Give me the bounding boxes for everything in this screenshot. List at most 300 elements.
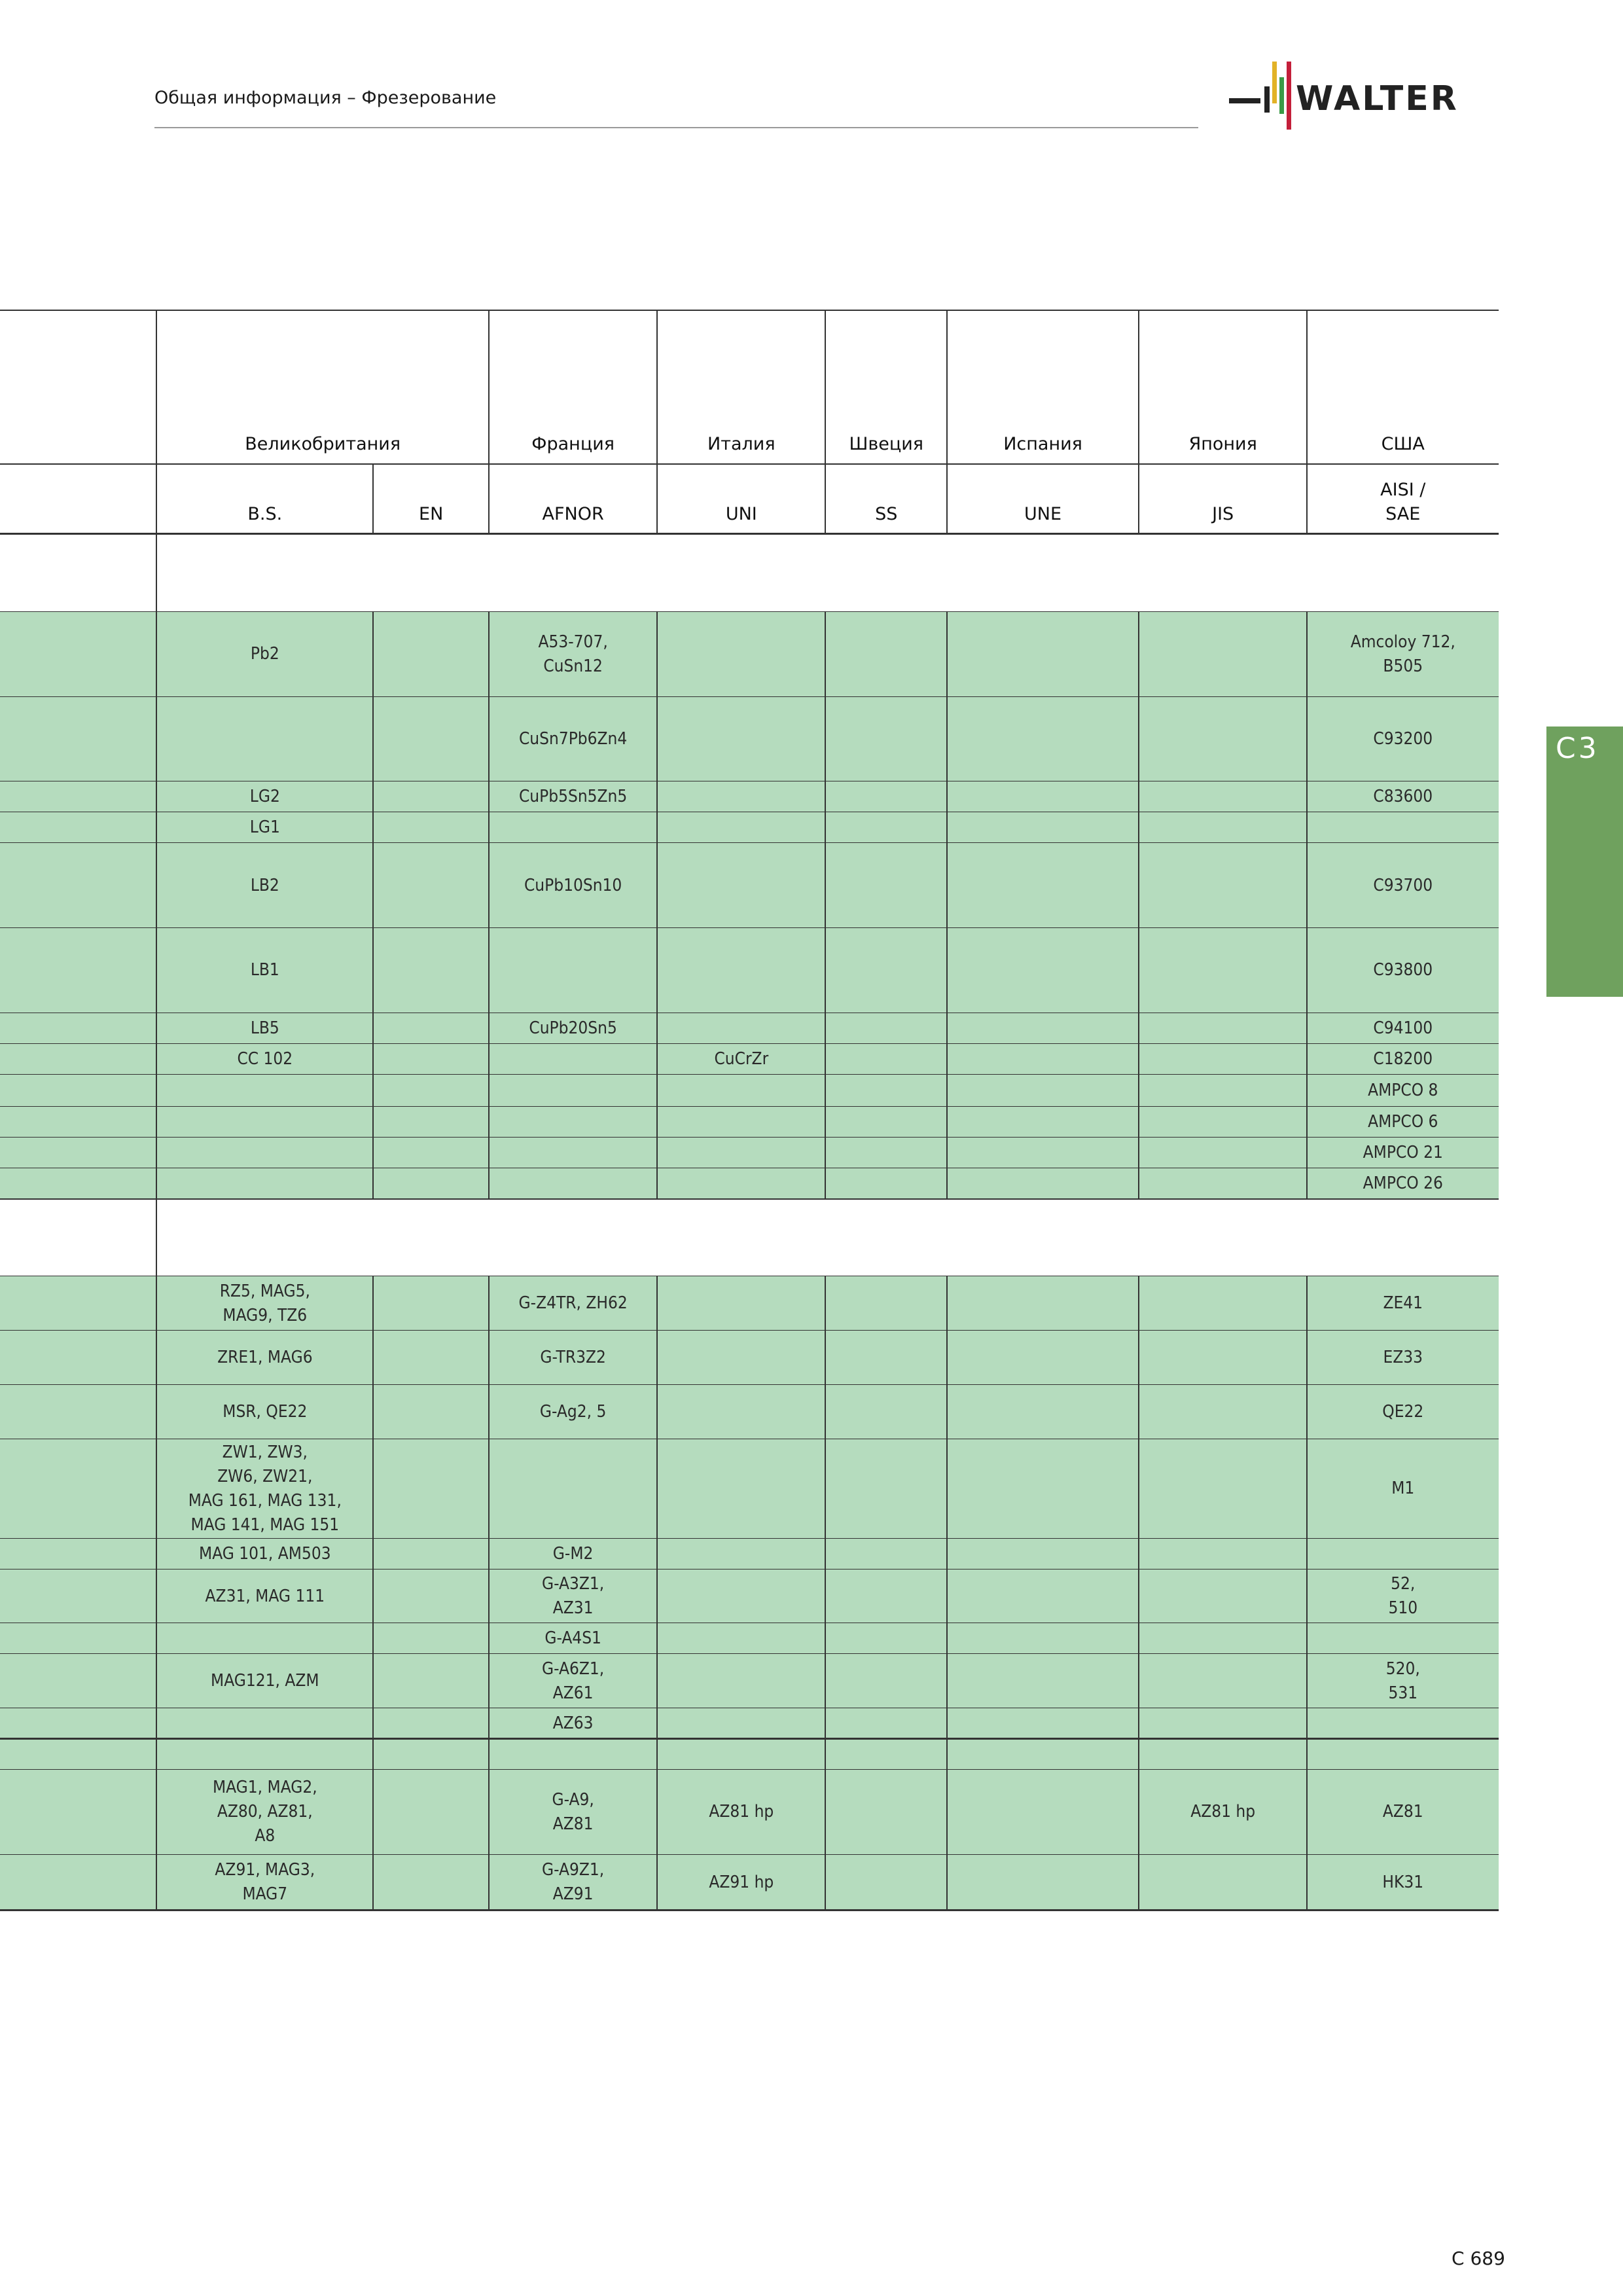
grid-vline <box>156 1138 157 1168</box>
grid-vline <box>656 612 658 697</box>
table-cell: QE22 <box>1307 1385 1499 1439</box>
grid-vline <box>825 1439 826 1539</box>
standard-header: AFNOR <box>542 504 604 525</box>
table-cell <box>825 1654 947 1708</box>
table-cell: AZ81 <box>1307 1770 1499 1855</box>
table-cell <box>1139 1276 1307 1331</box>
grid-vline <box>488 781 490 812</box>
table-cell: EZ33 <box>1307 1331 1499 1385</box>
grid-vline <box>1138 1654 1139 1708</box>
grid-vline <box>656 1739 658 1770</box>
row-label-strip <box>0 1708 156 1739</box>
table-cell <box>489 1075 657 1107</box>
table-cell <box>1307 1739 1499 1770</box>
table-cell <box>373 1138 489 1168</box>
table-cell <box>1139 781 1307 812</box>
grid-vline <box>372 781 374 812</box>
row-label-strip <box>0 1107 156 1138</box>
grid-hline <box>0 463 1499 465</box>
table-cell <box>947 1623 1139 1654</box>
grid-vline <box>488 1855 490 1910</box>
grid-vline <box>488 1044 490 1075</box>
grid-vline <box>372 1075 374 1107</box>
grid-vline <box>1306 1276 1308 1331</box>
grid-vline <box>156 812 157 843</box>
table-cell <box>657 1075 825 1107</box>
table-cell <box>657 1570 825 1624</box>
grid-vline <box>156 1075 157 1107</box>
grid-vline <box>656 1168 658 1199</box>
grid-vline <box>825 1138 826 1168</box>
table-cell <box>373 1107 489 1138</box>
row-label-strip <box>0 1539 156 1570</box>
table-cell <box>1139 1013 1307 1044</box>
grid-vline <box>825 1570 826 1624</box>
grid-vline <box>1138 612 1139 697</box>
table-cell: AMPCO 26 <box>1307 1168 1499 1199</box>
table-cell: LG1 <box>156 812 373 843</box>
table-cell <box>1139 1439 1307 1539</box>
table-cell <box>489 1044 657 1075</box>
grid-vline <box>156 1539 157 1570</box>
grid-vline <box>156 1276 157 1331</box>
grid-vline <box>156 1623 157 1654</box>
grid-vline <box>1138 843 1139 928</box>
standard-header: SS <box>875 504 898 525</box>
table-cell <box>947 1539 1139 1570</box>
table-cell: ZRE1, MAG6 <box>156 1331 373 1385</box>
table-cell: G-TR3Z2 <box>489 1331 657 1385</box>
table-cell: C83600 <box>1307 781 1499 812</box>
table-cell <box>825 1739 947 1770</box>
grid-vline <box>372 1168 374 1199</box>
grid-vline <box>488 1075 490 1107</box>
grid-vline <box>156 310 157 464</box>
grid-vline <box>1138 928 1139 1013</box>
grid-vline <box>488 1107 490 1138</box>
grid-vline <box>156 464 157 534</box>
table-cell: AZ81 hp <box>657 1770 825 1855</box>
grid-vline <box>156 1770 157 1855</box>
table-cell <box>657 843 825 928</box>
grid-vline <box>656 464 658 534</box>
page-header-title: Общая информация – Фрезерование <box>154 88 497 108</box>
row-label-strip <box>0 1013 156 1044</box>
table-cell <box>1139 1654 1307 1708</box>
grid-vline <box>488 1168 490 1199</box>
grid-vline <box>825 1654 826 1708</box>
grid-vline <box>156 1855 157 1910</box>
table-cell <box>825 1855 947 1910</box>
grid-vline <box>156 781 157 812</box>
row-label-strip <box>0 1044 156 1075</box>
table-cell <box>156 1708 373 1739</box>
grid-vline <box>946 1570 948 1624</box>
table-cell <box>947 1138 1139 1168</box>
grid-vline <box>156 1199 157 1277</box>
row-label-strip <box>0 1570 156 1624</box>
grid-vline <box>946 1138 948 1168</box>
table-cell <box>657 1385 825 1439</box>
grid-vline <box>372 1623 374 1654</box>
grid-vline <box>488 1708 490 1739</box>
table-cell: LB1 <box>156 928 373 1013</box>
table-cell <box>156 1168 373 1199</box>
table-cell <box>657 1168 825 1199</box>
grid-vline <box>156 1168 157 1199</box>
row-label-strip <box>0 1623 156 1654</box>
grid-vline <box>372 1439 374 1539</box>
table-cell <box>657 781 825 812</box>
table-cell <box>156 697 373 782</box>
grid-vline <box>656 1044 658 1075</box>
grid-vline <box>156 1385 157 1439</box>
grid-vline <box>946 1855 948 1910</box>
row-label-strip <box>0 612 156 697</box>
table-cell: CuPb20Sn5 <box>489 1013 657 1044</box>
grid-vline <box>372 1570 374 1624</box>
grid-vline <box>156 1331 157 1385</box>
table-cell: G-M2 <box>489 1539 657 1570</box>
grid-vline <box>946 1654 948 1708</box>
table-cell <box>1139 1855 1307 1910</box>
table-cell <box>825 1013 947 1044</box>
table-cell <box>373 1276 489 1331</box>
table-cell <box>657 1138 825 1168</box>
table-cell <box>373 1439 489 1539</box>
table-cell <box>657 1539 825 1570</box>
grid-vline <box>825 1739 826 1770</box>
table-cell: AMPCO 8 <box>1307 1075 1499 1107</box>
table-cell <box>947 612 1139 697</box>
grid-vline <box>656 812 658 843</box>
grid-vline <box>946 1044 948 1075</box>
grid-vline <box>656 1570 658 1624</box>
table-cell <box>1139 612 1307 697</box>
table-cell <box>825 1331 947 1385</box>
row-label-strip <box>0 1276 156 1331</box>
grid-vline <box>1306 1138 1308 1168</box>
table-cell: AZ31, MAG 111 <box>156 1570 373 1624</box>
standard-header: JIS <box>1212 504 1234 525</box>
table-cell <box>657 1623 825 1654</box>
grid-vline <box>946 1331 948 1385</box>
table-cell <box>947 1168 1139 1199</box>
page-number: C 689 <box>1452 2248 1505 2269</box>
table-cell <box>489 812 657 843</box>
country-header: Швеция <box>849 433 924 454</box>
table-cell: M1 <box>1307 1439 1499 1539</box>
grid-vline <box>1306 812 1308 843</box>
grid-vline <box>1138 310 1139 464</box>
table-cell <box>373 1708 489 1739</box>
grid-vline <box>488 1570 490 1624</box>
grid-vline <box>372 843 374 928</box>
grid-vline <box>946 1075 948 1107</box>
grid-vline <box>656 1654 658 1708</box>
grid-vline <box>1306 781 1308 812</box>
row-label-strip <box>0 1770 156 1855</box>
grid-vline <box>825 1385 826 1439</box>
grid-vline <box>1306 1770 1308 1855</box>
table-cell <box>156 1107 373 1138</box>
standard-header: B.S. <box>247 504 283 525</box>
grid-vline <box>1306 1044 1308 1075</box>
grid-vline <box>1138 1623 1139 1654</box>
country-header: Великобритания <box>245 433 401 454</box>
table-cell: G-A3Z1, AZ31 <box>489 1570 657 1624</box>
chapter-tab <box>1546 726 1623 997</box>
table-cell: A53-707, CuSn12 <box>489 612 657 697</box>
table-cell <box>1307 1708 1499 1739</box>
grid-vline <box>372 1276 374 1331</box>
table-cell: ZW1, ZW3, ZW6, ZW21, MAG 161, MAG 131, MAG 141, MAG 151 <box>156 1439 373 1539</box>
row-label-strip <box>0 1855 156 1910</box>
grid-vline <box>825 697 826 782</box>
grid-vline <box>656 1770 658 1855</box>
table-cell: Pb2 <box>156 612 373 697</box>
grid-vline <box>1306 843 1308 928</box>
grid-hline <box>0 310 1499 311</box>
grid-vline <box>825 612 826 697</box>
grid-vline <box>1306 310 1308 464</box>
grid-vline <box>488 928 490 1013</box>
row-label-strip <box>0 1331 156 1385</box>
grid-vline <box>946 697 948 782</box>
grid-vline <box>372 1331 374 1385</box>
table-cell: MAG1, MAG2, AZ80, AZ81, A8 <box>156 1770 373 1855</box>
grid-vline <box>825 1770 826 1855</box>
grid-vline <box>1138 464 1139 534</box>
table-cell <box>1139 843 1307 928</box>
grid-vline <box>825 928 826 1013</box>
grid-vline <box>156 1708 157 1739</box>
table-cell: AMPCO 6 <box>1307 1107 1499 1138</box>
table-cell <box>657 697 825 782</box>
table-cell: G-A4S1 <box>489 1623 657 1654</box>
section-separator <box>0 534 1499 612</box>
table-cell <box>825 1044 947 1075</box>
grid-vline <box>372 1107 374 1138</box>
table-cell: MAG121, AZM <box>156 1654 373 1708</box>
grid-vline <box>1138 697 1139 782</box>
row-label-strip <box>0 1075 156 1107</box>
table-cell <box>947 928 1139 1013</box>
table-cell <box>373 1075 489 1107</box>
table-cell <box>825 1439 947 1539</box>
grid-vline <box>1306 1539 1308 1570</box>
grid-vline <box>1138 1138 1139 1168</box>
grid-vline <box>1306 1331 1308 1385</box>
table-cell: Amcoloy 712, B505 <box>1307 612 1499 697</box>
table-cell <box>373 812 489 843</box>
row-label-strip <box>0 1168 156 1199</box>
table-cell <box>373 781 489 812</box>
table-cell <box>373 1013 489 1044</box>
grid-vline <box>656 1623 658 1654</box>
table-cell <box>947 1331 1139 1385</box>
grid-vline <box>1138 1385 1139 1439</box>
grid-vline <box>1138 1107 1139 1138</box>
table-cell <box>373 1331 489 1385</box>
grid-vline <box>656 1276 658 1331</box>
standard-header: UNI <box>725 504 757 525</box>
grid-vline <box>825 1539 826 1570</box>
grid-vline <box>1138 1770 1139 1855</box>
table-cell <box>825 1770 947 1855</box>
grid-vline <box>1138 1539 1139 1570</box>
grid-vline <box>825 1044 826 1075</box>
table-cell <box>947 1439 1139 1539</box>
grid-vline <box>488 1013 490 1044</box>
grid-vline <box>825 781 826 812</box>
grid-vline <box>488 1276 490 1331</box>
table-cell <box>373 1770 489 1855</box>
grid-vline <box>825 1013 826 1044</box>
country-header: США <box>1381 433 1425 454</box>
grid-vline <box>946 1276 948 1331</box>
table-cell: C93200 <box>1307 697 1499 782</box>
table-cell <box>657 1276 825 1331</box>
row-label-strip <box>0 1138 156 1168</box>
table-cell <box>489 1739 657 1770</box>
grid-vline <box>156 1439 157 1539</box>
grid-vline <box>825 843 826 928</box>
row-label-strip <box>0 697 156 782</box>
table-cell <box>657 1654 825 1708</box>
table-cell: RZ5, MAG5, MAG9, TZ6 <box>156 1276 373 1331</box>
standard-header: AISI / SAE <box>1380 480 1426 525</box>
grid-vline <box>1306 464 1308 534</box>
grid-vline <box>1138 781 1139 812</box>
grid-vline <box>1138 1855 1139 1910</box>
grid-vline <box>156 1739 157 1770</box>
grid-vline <box>372 464 374 534</box>
table-cell <box>947 1739 1139 1770</box>
table-cell <box>825 1570 947 1624</box>
grid-vline <box>1306 1739 1308 1770</box>
grid-vline <box>946 1168 948 1199</box>
table-cell <box>657 612 825 697</box>
row-label-strip <box>0 1385 156 1439</box>
grid-vline <box>656 843 658 928</box>
grid-vline <box>825 1331 826 1385</box>
table-cell <box>825 1623 947 1654</box>
table-cell <box>373 1044 489 1075</box>
table-cell <box>373 697 489 782</box>
grid-hline <box>0 533 1499 535</box>
table-cell: MAG 101, AM503 <box>156 1539 373 1570</box>
grid-vline <box>825 1107 826 1138</box>
grid-vline <box>825 1708 826 1739</box>
grid-vline <box>1138 1276 1139 1331</box>
table-cell <box>373 1385 489 1439</box>
grid-vline <box>946 464 948 534</box>
grid-vline <box>1138 1168 1139 1199</box>
table-cell: CuSn7Pb6Zn4 <box>489 697 657 782</box>
grid-hline <box>0 1909 1499 1911</box>
grid-vline <box>656 1539 658 1570</box>
grid-vline <box>156 1044 157 1075</box>
table-cell <box>373 1739 489 1770</box>
grid-vline <box>656 1107 658 1138</box>
table-cell <box>825 1138 947 1168</box>
grid-vline <box>156 1654 157 1708</box>
table-cell <box>825 612 947 697</box>
table-cell <box>1139 928 1307 1013</box>
grid-vline <box>372 1770 374 1855</box>
table-cell <box>489 1138 657 1168</box>
grid-vline <box>488 1739 490 1770</box>
table-cell <box>825 1168 947 1199</box>
row-label-strip <box>0 1739 156 1770</box>
table-cell: C94100 <box>1307 1013 1499 1044</box>
table-cell <box>373 1539 489 1570</box>
table-cell <box>825 1385 947 1439</box>
row-label-strip <box>0 812 156 843</box>
grid-vline <box>156 843 157 928</box>
grid-vline <box>372 1138 374 1168</box>
grid-vline <box>1138 1013 1139 1044</box>
table-cell: LG2 <box>156 781 373 812</box>
grid-vline <box>488 812 490 843</box>
table-cell <box>657 1739 825 1770</box>
grid-vline <box>488 1539 490 1570</box>
table-cell <box>825 812 947 843</box>
country-header: Франция <box>531 433 615 454</box>
table-cell <box>1139 1570 1307 1624</box>
table-cell <box>825 781 947 812</box>
table-cell <box>489 1168 657 1199</box>
grid-vline <box>946 781 948 812</box>
table-cell <box>1139 1107 1307 1138</box>
grid-vline <box>825 464 826 534</box>
table-cell: G-A6Z1, AZ61 <box>489 1654 657 1708</box>
table-cell <box>489 1439 657 1539</box>
table-cell: AZ81 hp <box>1139 1770 1307 1855</box>
table-cell <box>1139 1708 1307 1739</box>
table-cell <box>825 1708 947 1739</box>
table-cell: AZ63 <box>489 1708 657 1739</box>
table-cell <box>156 1739 373 1770</box>
grid-vline <box>156 612 157 697</box>
table-cell <box>1139 1044 1307 1075</box>
table-cell: G-A9, AZ81 <box>489 1770 657 1855</box>
table-cell <box>947 1075 1139 1107</box>
table-cell <box>657 1708 825 1739</box>
grid-vline <box>1138 812 1139 843</box>
table-cell <box>156 1075 373 1107</box>
grid-vline <box>946 1439 948 1539</box>
grid-vline <box>656 1855 658 1910</box>
table-cell <box>156 1623 373 1654</box>
table-cell: G-A9Z1, AZ91 <box>489 1855 657 1910</box>
table-cell <box>947 1276 1139 1331</box>
table-cell <box>1139 1739 1307 1770</box>
table-cell: C93700 <box>1307 843 1499 928</box>
grid-vline <box>656 1075 658 1107</box>
grid-vline <box>488 1138 490 1168</box>
table-cell <box>825 1075 947 1107</box>
table-cell <box>373 612 489 697</box>
table-cell <box>1307 1539 1499 1570</box>
grid-vline <box>488 697 490 782</box>
grid-vline <box>372 1654 374 1708</box>
grid-vline <box>372 1013 374 1044</box>
table-cell <box>489 1107 657 1138</box>
country-header: Испания <box>1003 433 1082 454</box>
grid-vline <box>1306 697 1308 782</box>
